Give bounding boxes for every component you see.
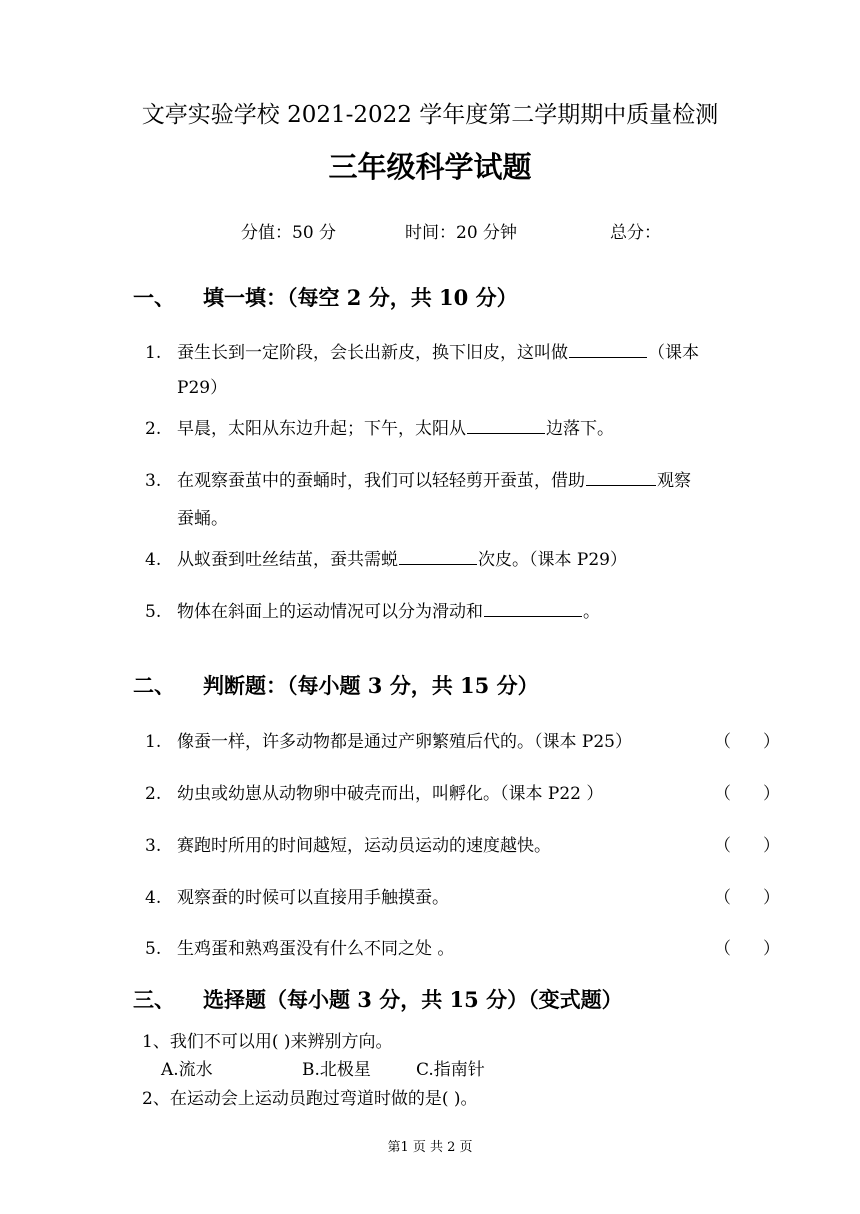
- section-2-heading: [133, 670, 539, 700]
- answer-parentheses-2[interactable]: [714, 779, 780, 804]
- fill-question-3: [145, 466, 691, 491]
- answer-blank[interactable]: [399, 550, 477, 565]
- fill-question-1-continued: P29）: [177, 378, 228, 398]
- section-3-heading: [133, 984, 623, 1014]
- paren-open: （: [714, 732, 731, 752]
- section-1-number: 一、: [133, 285, 175, 310]
- question-number: 3.: [145, 471, 162, 491]
- paren-close: ）: [763, 784, 780, 804]
- paren-open: （: [714, 888, 731, 908]
- section-3-number: 三、: [133, 987, 175, 1012]
- answer-blank[interactable]: [586, 471, 656, 486]
- paren-close: ）: [763, 732, 780, 752]
- answer-blank[interactable]: [467, 419, 545, 434]
- question-number: 5.: [145, 602, 162, 622]
- page-footer: 第1 页 共 2 页: [387, 1140, 473, 1155]
- choice-question-2: 2、在运动会上运动员跑过弯道时做的是( )。: [142, 1089, 478, 1109]
- exam-time: 时间：20 分钟: [405, 223, 518, 243]
- question-number: 2.: [145, 419, 162, 439]
- question-number: 2.: [145, 784, 162, 804]
- paren-close: ）: [763, 888, 780, 908]
- question-number: 4.: [145, 888, 162, 908]
- question-text-tail: 边落下。: [546, 419, 614, 439]
- question-text: 生鸡蛋和熟鸡蛋没有什么不同之处 。: [177, 939, 455, 959]
- question-text-tail: 次皮。（课本 P29）: [478, 550, 627, 570]
- section-2-number: 二、: [133, 673, 175, 698]
- answer-parentheses-4[interactable]: [714, 883, 780, 908]
- question-number: 1.: [145, 732, 162, 752]
- choice-option-a[interactable]: A.流水: [161, 1060, 213, 1080]
- question-text-tail: 。: [583, 602, 600, 622]
- score-value: 分值：50 分: [241, 223, 337, 243]
- question-text: 幼虫或幼崽从动物卵中破壳而出，叫孵化。（课本 P22 ）: [177, 784, 604, 804]
- fill-question-1: [145, 338, 699, 363]
- question-number: 4.: [145, 550, 162, 570]
- fill-question-5: [145, 597, 600, 622]
- question-text: 早晨，太阳从东边升起；下午，太阳从: [177, 419, 466, 439]
- judge-question-2: [145, 779, 603, 804]
- question-text: 在观察蚕茧中的蚕蛹时，我们可以轻轻剪开蚕茧，借助: [177, 471, 585, 491]
- question-text: 观察蚕的时候可以直接用手触摸蚕。: [177, 888, 449, 908]
- fill-question-3-continued: 蚕蛹。: [177, 509, 228, 529]
- section-1-title: 填一填：（每空 2 分，共 10 分）: [203, 285, 518, 310]
- answer-parentheses-1[interactable]: [714, 727, 780, 752]
- paren-close: ）: [763, 939, 780, 959]
- question-text: 赛跑时所用的时间越短，运动员运动的速度越快。: [177, 836, 551, 856]
- question-number: 1.: [145, 343, 162, 363]
- fill-question-2: [145, 414, 614, 439]
- answer-parentheses-5[interactable]: [714, 934, 780, 959]
- page-title: 三年级科学试题: [328, 150, 532, 184]
- choice-option-c[interactable]: C.指南针: [416, 1060, 485, 1080]
- judge-question-4: [145, 883, 449, 908]
- paren-open: （: [714, 784, 731, 804]
- answer-blank[interactable]: [484, 602, 582, 617]
- question-text: 从蚁蚕到吐丝结茧，蚕共需蜕: [177, 550, 398, 570]
- question-text: 像蚕一样，许多动物都是通过产卵繁殖后代的。（课本 P25）: [177, 732, 632, 752]
- question-text: 蚕生长到一定阶段，会长出新皮，换下旧皮，这叫做: [177, 343, 568, 363]
- judge-question-3: [145, 831, 551, 856]
- question-number: 3.: [145, 836, 162, 856]
- paren-open: （: [714, 939, 731, 959]
- total-score: 总分：: [610, 223, 661, 243]
- question-text-tail: （课本: [648, 343, 699, 363]
- question-number: 5.: [145, 939, 162, 959]
- section-2-title: 判断题：（每小题 3 分，共 15 分）: [203, 673, 539, 698]
- choice-question-1: 1、我们不可以用( )来辨别方向。: [142, 1032, 393, 1052]
- fill-question-4: [145, 545, 627, 570]
- choice-option-b[interactable]: B.北极星: [302, 1060, 371, 1080]
- answer-parentheses-3[interactable]: [714, 831, 780, 856]
- section-1-heading: [133, 282, 518, 312]
- section-3-title: 选择题（每小题 3 分，共 15 分）（变式题）: [203, 987, 623, 1012]
- question-text: 物体在斜面上的运动情况可以分为滑动和: [177, 602, 483, 622]
- judge-question-5: [145, 934, 454, 959]
- answer-blank[interactable]: [569, 343, 647, 358]
- paren-open: （: [714, 836, 731, 856]
- school-header: 文亭实验学校 2021-2022 学年度第二学期期中质量检测: [141, 102, 719, 128]
- paren-close: ）: [763, 836, 780, 856]
- question-text-tail: 观察: [657, 471, 691, 491]
- judge-question-1: [145, 727, 632, 752]
